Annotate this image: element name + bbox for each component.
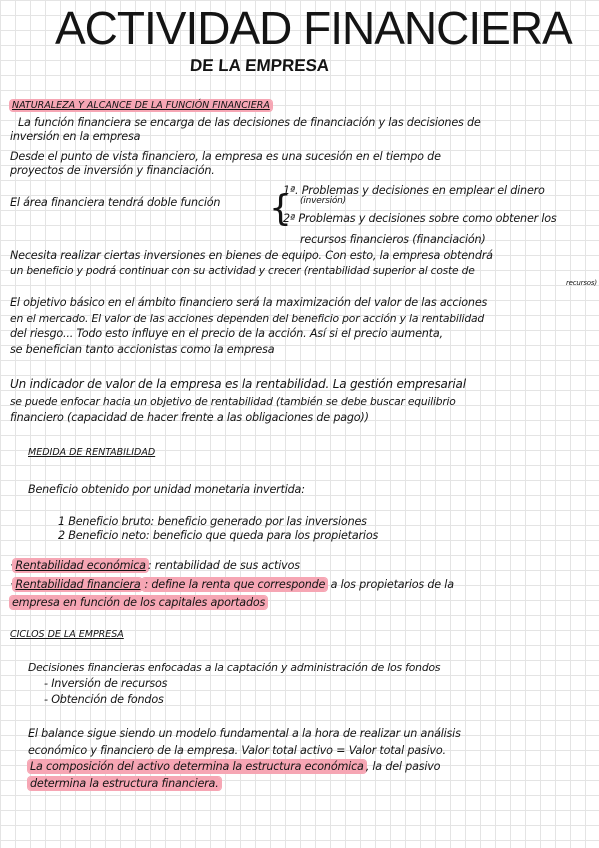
- text-line: 1 Beneficio bruto: beneficio generado por las inversiones: [58, 515, 367, 528]
- text-line: - Obtención de fondos: [44, 693, 164, 706]
- text-line: 2 Beneficio neto: beneficio que queda para los propietarios: [58, 529, 379, 542]
- text-line: económico y financiero de la empresa. Valor total activo = Valor total pasivo.: [28, 744, 446, 757]
- text-line: Beneficio obtenido por unidad monetaria invertida:: [28, 483, 305, 496]
- text-line: - Inversión de recursos: [44, 677, 168, 690]
- text-line: del riesgo... Todo esto influye en el precio de la acción. Así si el precio aumenta,: [10, 327, 443, 340]
- section-heading-ciclos: CICLOS DE LA EMPRESA: [10, 629, 124, 640]
- text-line: Necesita realizar ciertas inversiones en bienes de equipo. Con esto, la empresa obtendrá: [10, 249, 493, 262]
- highlight-composicion: La composición del activo determina la estructura económica: [30, 760, 364, 773]
- highlight-estructura-financiera: determina la estructura financiera.: [30, 777, 219, 790]
- text-line: Decisiones financieras enfocadas a la captación y administración de los fondos: [28, 661, 441, 674]
- text-line: La función financiera se encarga de las decisiones de financiación y las decisiones de: [18, 116, 481, 129]
- page-subtitle: DE LA EMPRESA: [189, 56, 330, 75]
- brace-symbol: {: [269, 188, 292, 229]
- text-line: El objetivo básico en el ámbito financiero será la maximización del valor de las acciones: [10, 296, 488, 309]
- text-line: [10, 596, 267, 609]
- page-title: ACTIVIDAD FINANCIERA: [55, 2, 572, 54]
- text-line: se puede enfocar hacia un objetivo de rentabilidad (también se debe buscar equilibrio: [10, 395, 456, 408]
- section-heading-naturaleza: NATURALEZA Y ALCANCE DE LA FUNCIÓN FINANCIERA: [12, 100, 270, 111]
- text-line: [28, 777, 221, 790]
- text-line: recursos financieros (financiación): [300, 233, 486, 246]
- section-heading-medida: MEDIDA DE RENTABILIDAD: [28, 447, 156, 458]
- text-line: en el mercado. El valor de las acciones dependen del beneficio por acción y la rentabilidad: [10, 312, 485, 325]
- text-line: · Rentabilidad financiera : define la renta que corresponde a los propietarios de la: [10, 578, 454, 591]
- text-line: recursos): [566, 279, 597, 287]
- text-line: · Rentabilidad económica : rentabilidad de sus activos: [10, 559, 300, 572]
- text-line: (inversión): [300, 196, 346, 206]
- text-line: El balance sigue siendo un modelo fundamental a la hora de realizar un análisis: [28, 727, 461, 740]
- text-line: 2ª Problemas y decisiones sobre como obtener los: [283, 212, 557, 225]
- text-line: Un indicador de valor de la empresa es la rentabilidad. La gestión empresarial: [10, 377, 466, 391]
- text-line: un beneficio y podrá continuar con su actividad y crecer (rentabilidad superior al coste de: [10, 264, 475, 277]
- text-line: se benefician tanto accionistas como la empresa: [10, 343, 275, 356]
- text-line: proyectos de inversión y financiación.: [10, 164, 215, 177]
- text-line: La composición del activo determina la estructura económica , la del pasivo: [30, 760, 441, 773]
- text-line: financiero (capacidad de hacer frente a las obligaciones de pago)): [10, 411, 369, 424]
- highlight-rentabilidad-financiera: Rentabilidad financiera: [15, 578, 141, 591]
- highlight-capitales: empresa en función de los capitales aportados: [12, 596, 266, 609]
- text-line: Desde el punto de vista financiero, la empresa es una sucesión en el tiempo de: [10, 150, 441, 163]
- highlight-rentabilidad-economica: Rentabilidad económica: [15, 559, 146, 572]
- text-line: 1ª. Problemas y decisiones en emplear el dinero: [283, 184, 545, 197]
- text-line: El área financiera tendrá doble función: [10, 196, 221, 209]
- text-line: inversión en la empresa: [10, 130, 141, 143]
